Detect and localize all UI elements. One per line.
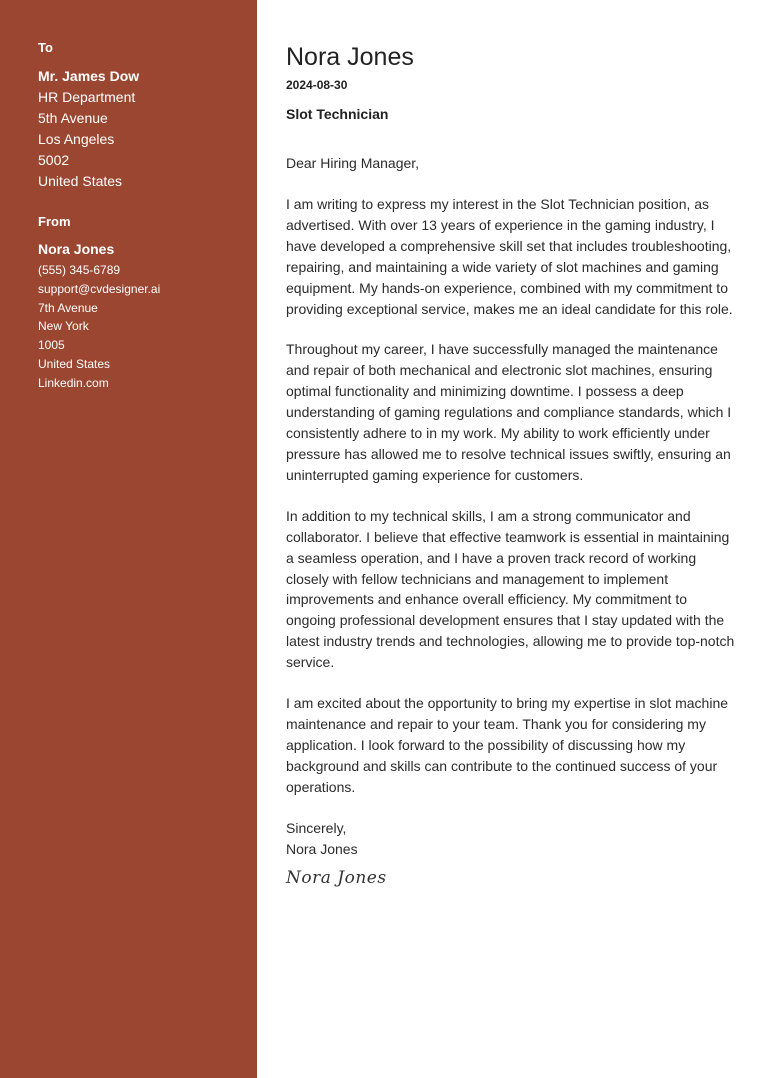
position-title: Slot Technician	[286, 106, 389, 122]
sender-country: United States	[38, 356, 111, 371]
sender-zip: 1005	[38, 338, 65, 353]
from-heading: From	[38, 214, 71, 229]
recipient-city: Los Angeles	[38, 131, 115, 147]
sender-name: Nora Jones	[38, 241, 115, 257]
closing	[286, 818, 738, 860]
closing-name: Nora Jones	[286, 840, 358, 857]
sender-email: support@cvdesigner.ai	[38, 281, 161, 296]
recipient-zip: 5002	[38, 152, 70, 168]
handwritten-signature: Nora Jones	[286, 867, 387, 888]
letter-body	[257, 0, 768, 1078]
from-block	[38, 214, 257, 393]
recipient-country: United States	[38, 173, 123, 189]
closing-phrase: Sincerely,	[286, 819, 347, 836]
sender-heading-name: Nora Jones	[286, 43, 414, 71]
to-heading: To	[38, 40, 53, 55]
paragraph-3: In addition to my technical skills, I am a strong communicator and collaborator. I believe that effective teamwork is essential in maintaining a seamless operation, and I have a proven track record of working closely with fellow technicians and management to implement improvements and enhance overall efficiency. My commitment to ongoing professional development ensures that I stay updated with the latest industry trends and technologies, allowing me to provide top-notch service.	[286, 507, 735, 671]
sender-website: Linkedin.com	[38, 375, 109, 390]
paragraph-4: I am excited about the opportunity to bring my expertise in slot machine maintenance and repair to your team. Thank you for considering my application. I look forward to the possibility of discussing how my background and skills can contribute to the continued success of your operations.	[286, 695, 729, 795]
paragraph-2: Throughout my career, I have successfully managed the maintenance and repair of both mechanical and electronic slot machines, ensuring optimal functionality and minimizing downtime. I possess a deep understanding of gaming regulations and compliance standards, which I consistently adhere to in my work. My ability to work efficiently under pressure has allowed me to resolve technical issues swiftly, ensuring an uninterrupted gaming experience for customers.	[286, 341, 732, 483]
paragraph-1: I am writing to express my interest in the Slot Technician position, as advertised. With over 13 years of experience in the gaming industry, I have developed a comprehensive skill set that includes troubleshooting, repairing, and maintaining a wide variety of slot machines and gaming equipment. My hands-on experience, combined with my commitment to providing exceptional service, makes me an ideal candidate for this role.	[286, 196, 733, 317]
recipient-department: HR Department	[38, 89, 136, 105]
salutation: Dear Hiring Manager,	[286, 155, 420, 171]
sender-city: New York	[38, 319, 89, 334]
sender-street: 7th Avenue	[38, 300, 98, 315]
sender-phone: (555) 345-6789	[38, 263, 121, 277]
to-block	[38, 40, 257, 192]
sidebar	[0, 0, 257, 1078]
recipient-street: 5th Avenue	[38, 110, 108, 126]
recipient-name: Mr. James Dow	[38, 68, 140, 84]
letter-date: 2024-08-30	[286, 78, 348, 92]
